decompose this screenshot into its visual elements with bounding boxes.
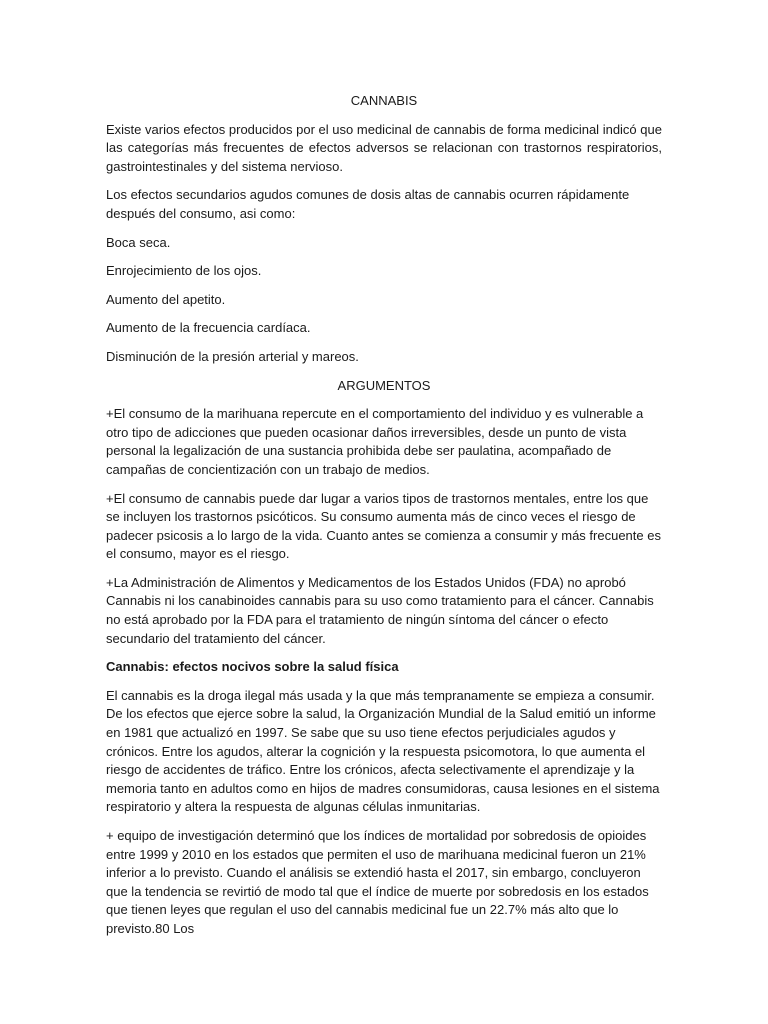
- effect-item: Aumento de la frecuencia cardíaca.: [106, 320, 311, 336]
- section-paragraph-2: + equipo de investigación determinó que los índices de mortalidad por sobredosis de opioides entre 1999 y 2010 en los estados que permiten el uso de marihuana medicinal fueron un 21% inferior a lo previsto. Cuando el análisis se extendió hasta el 2017, sin embargo, concluyeron que la tendencia se revirtió de modo tal que el índice de muerte por sobredosis en los estados que tienen leyes que regulan el uso del cannabis medicinal fue un 22.7% más alto que lo previsto.80 Los: [106, 828, 649, 936]
- argument-paragraph: +El consumo de cannabis puede dar lugar a varios tipos de trastornos mentales, entre los que se incluyen los trastornos psicóticos. Su consumo aumenta más de cinco veces el riesgo de padecer psicosis a lo largo de la vida. Cuanto antes se comienza a consumir y más frecuente es el consumo, mayor es el riesgo.: [106, 490, 661, 562]
- effect-item: Aumento del apetito.: [106, 291, 226, 307]
- intro-paragraph-1: Existe varios efectos producidos por el uso medicinal de cannabis de forma medicinal indicó que las categorías más frecuentes de efectos adversos se relacionan con trastornos respiratorios, gastrointestinales y del sistema nervioso.: [106, 121, 662, 174]
- effect-item: Disminución de la presión arterial y mareos.: [106, 348, 359, 364]
- section-paragraph-1: El cannabis es la droga ilegal más usada y la que más tempranamente se empieza a consumir. De los efectos que ejerce sobre la salud, la Organización Mundial de la Salud emitió un informe en 1981 que actualizó en 1997. Se sabe que su uso tiene efectos perjudiciales agudos y crónicos. Entre los agudos, alterar la cognición y la respuesta psicomotora, lo que aumenta el riesgo de accidentes de tráfico. Entre los crónicos, afecta selectivamente el aprendizaje y la memoria tanto en adultos como en hijos de madres consumidoras, causa lesiones en el sistema respiratorio y altera la respuesta de algunas células inmunitarias.: [106, 687, 660, 815]
- arguments-title: ARGUMENTOS: [337, 377, 431, 393]
- argument-paragraph: +La Administración de Alimentos y Medicamentos de los Estados Unidos (FDA) no aprobó Cannabis ni los canabinoides cannabis para su uso como tratamiento para el cáncer. Cannabis no está aprobado por la FDA para el tratamiento de ningún síntoma del cáncer o efecto secundario del tratamiento del cáncer.: [106, 574, 654, 646]
- effect-item: Boca seca.: [106, 234, 171, 250]
- document-title: CANNABIS: [350, 93, 418, 108]
- section-heading: Cannabis: efectos nocivos sobre la salud física: [106, 659, 399, 675]
- intro-paragraph-2: Los efectos secundarios agudos comunes de dosis altas de cannabis ocurren rápidamente después del consumo, asi como:: [106, 187, 630, 221]
- effect-item: Enrojecimiento de los ojos.: [106, 263, 262, 279]
- argument-paragraph: +El consumo de la marihuana repercute en el comportamiento del individuo y es vulnerable a otro tipo de adicciones que pueden ocasionar daños irreversibles, desde un punto de vista personal la legalización de una sustancia prohibida debe ser paulatina, acompañado de campañas de concientización con un trabajo de medios.: [106, 406, 644, 477]
